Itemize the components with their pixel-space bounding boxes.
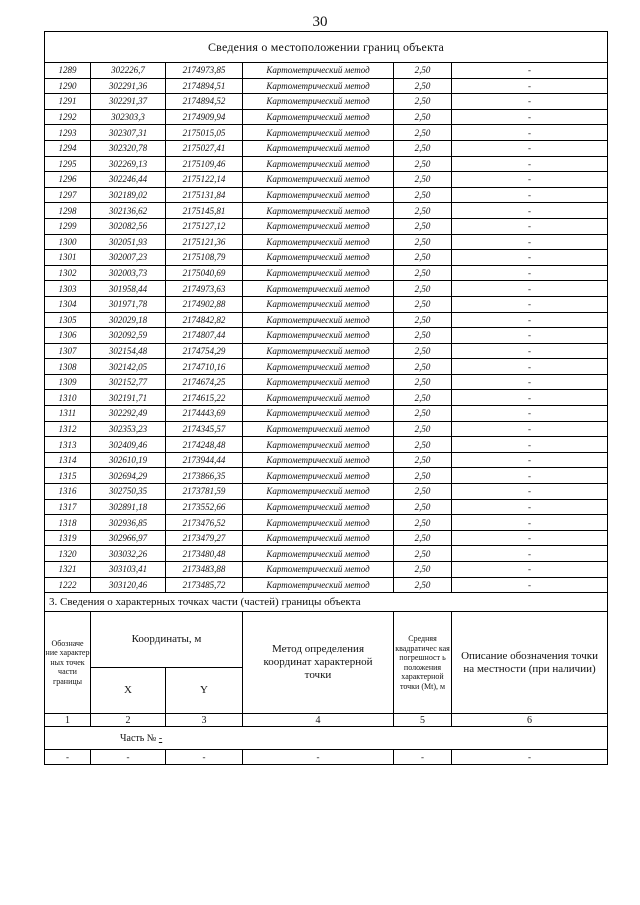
point-number-cell: 1307 <box>45 343 91 359</box>
x-coordinate-cell: 302292,49 <box>91 406 166 422</box>
point-number-cell: 1222 <box>45 577 91 593</box>
precision-cell: 2,50 <box>394 328 452 344</box>
precision-cell: 2,50 <box>394 484 452 500</box>
y-coordinate-cell: 2174754,29 <box>166 343 243 359</box>
section-title: Сведения о местоположении границ объекта <box>45 32 608 63</box>
description-cell: - <box>452 437 608 453</box>
description-cell: - <box>452 250 608 266</box>
x-coordinate-cell: 303120,46 <box>91 577 166 593</box>
point-number-cell: 1319 <box>45 530 91 546</box>
description-cell: - <box>452 390 608 406</box>
description-cell: - <box>452 359 608 375</box>
x-coordinate-cell: 302246,44 <box>91 172 166 188</box>
method-cell: Картометрический метод <box>243 452 394 468</box>
point-number-cell: 1308 <box>45 359 91 375</box>
y-coordinate-cell: 2174674,25 <box>166 374 243 390</box>
y-coordinate-cell: 2173483,88 <box>166 562 243 578</box>
precision-cell: 2,50 <box>394 78 452 94</box>
precision-cell: 2,50 <box>394 468 452 484</box>
x-coordinate-cell: 302003,73 <box>91 265 166 281</box>
method-cell: Картометрический метод <box>243 374 394 390</box>
x-coordinate-cell: 302269,13 <box>91 156 166 172</box>
description-cell: - <box>452 452 608 468</box>
header-y: Y <box>166 668 243 714</box>
description-cell: - <box>452 296 608 312</box>
description-cell: - <box>452 234 608 250</box>
point-number-cell: 1312 <box>45 421 91 437</box>
y-coordinate-cell: 2173781,59 <box>166 484 243 500</box>
method-cell: Картометрический метод <box>243 140 394 156</box>
method-cell: Картометрический метод <box>243 359 394 375</box>
precision-cell: 2,50 <box>394 94 452 110</box>
precision-cell: 2,50 <box>394 187 452 203</box>
description-cell: - <box>452 328 608 344</box>
method-cell: Картометрический метод <box>243 468 394 484</box>
point-number-cell: 1292 <box>45 109 91 125</box>
x-coordinate-cell: 302051,93 <box>91 234 166 250</box>
y-coordinate-cell: 2173480,48 <box>166 546 243 562</box>
point-number-cell: 1318 <box>45 515 91 531</box>
y-coordinate-cell: 2174615,22 <box>166 390 243 406</box>
column-number: 6 <box>452 714 608 727</box>
point-number-cell: 1321 <box>45 562 91 578</box>
description-cell: - <box>452 156 608 172</box>
description-cell: - <box>452 281 608 297</box>
header-precision: Средняя квадратичес кая погрешност ь положения характерной точки (Mt), м <box>394 612 452 714</box>
y-coordinate-cell: 2175015,05 <box>166 125 243 141</box>
x-coordinate-cell: 302136,62 <box>91 203 166 219</box>
y-coordinate-cell: 2175127,12 <box>166 218 243 234</box>
description-cell: - <box>452 343 608 359</box>
method-cell: Картометрический метод <box>243 499 394 515</box>
point-number-cell: 1297 <box>45 187 91 203</box>
method-cell: Картометрический метод <box>243 484 394 500</box>
part-cell: - <box>166 750 243 765</box>
column-number: 2 <box>91 714 166 727</box>
method-cell: Картометрический метод <box>243 63 394 79</box>
y-coordinate-cell: 2175122,14 <box>166 172 243 188</box>
y-coordinate-cell: 2175040,69 <box>166 265 243 281</box>
description-cell: - <box>452 63 608 79</box>
y-coordinate-cell: 2173476,52 <box>166 515 243 531</box>
precision-cell: 2,50 <box>394 452 452 468</box>
x-coordinate-cell: 302291,37 <box>91 94 166 110</box>
page-number: 30 <box>312 14 328 30</box>
method-cell: Картометрический метод <box>243 421 394 437</box>
y-coordinate-cell: 2175027,41 <box>166 140 243 156</box>
precision-cell: 2,50 <box>394 63 452 79</box>
method-cell: Картометрический метод <box>243 530 394 546</box>
table-row <box>45 250 608 266</box>
y-coordinate-cell: 2173866,35 <box>166 468 243 484</box>
precision-cell: 2,50 <box>394 421 452 437</box>
x-coordinate-cell: 302291,36 <box>91 78 166 94</box>
description-cell: - <box>452 421 608 437</box>
precision-cell: 2,50 <box>394 203 452 219</box>
y-coordinate-cell: 2174345,57 <box>166 421 243 437</box>
document-sheet <box>44 31 607 765</box>
x-coordinate-cell: 302303,3 <box>91 109 166 125</box>
description-cell: - <box>452 546 608 562</box>
method-cell: Картометрический метод <box>243 109 394 125</box>
method-cell: Картометрический метод <box>243 203 394 219</box>
point-number-cell: 1290 <box>45 78 91 94</box>
column-numbers-row <box>45 714 608 727</box>
x-coordinate-cell: 302226,7 <box>91 63 166 79</box>
table-row <box>45 140 608 156</box>
point-number-cell: 1294 <box>45 140 91 156</box>
header-point-designation: Обозначе ние характер ных точек части границы <box>45 612 91 714</box>
table-row <box>45 296 608 312</box>
precision-cell: 2,50 <box>394 530 452 546</box>
method-cell: Картометрический метод <box>243 406 394 422</box>
header-x: X <box>91 668 166 714</box>
table-row <box>45 156 608 172</box>
method-cell: Картометрический метод <box>243 250 394 266</box>
point-number-cell: 1299 <box>45 218 91 234</box>
method-cell: Картометрический метод <box>243 577 394 593</box>
y-coordinate-cell: 2174894,51 <box>166 78 243 94</box>
precision-cell: 2,50 <box>394 140 452 156</box>
table-row <box>45 172 608 188</box>
point-number-cell: 1291 <box>45 94 91 110</box>
x-coordinate-cell: 302029,18 <box>91 312 166 328</box>
header-method: Метод определения координат характерной точки <box>243 612 394 714</box>
description-cell: - <box>452 562 608 578</box>
point-number-cell: 1306 <box>45 328 91 344</box>
point-number-cell: 1315 <box>45 468 91 484</box>
table-row <box>45 515 608 531</box>
table-row <box>45 499 608 515</box>
point-number-cell: 1316 <box>45 484 91 500</box>
part-cell: - <box>91 750 166 765</box>
x-coordinate-cell: 303032,26 <box>91 546 166 562</box>
table-row <box>45 203 608 219</box>
point-number-cell: 1295 <box>45 156 91 172</box>
method-cell: Картометрический метод <box>243 234 394 250</box>
point-number-cell: 1313 <box>45 437 91 453</box>
precision-cell: 2,50 <box>394 374 452 390</box>
point-number-cell: 1314 <box>45 452 91 468</box>
section3-table <box>44 593 608 765</box>
description-cell: - <box>452 374 608 390</box>
point-number-cell: 1309 <box>45 374 91 390</box>
precision-cell: 2,50 <box>394 125 452 141</box>
table-row <box>45 94 608 110</box>
section-title-row <box>45 32 608 63</box>
description-cell: - <box>452 484 608 500</box>
y-coordinate-cell: 2174909,94 <box>166 109 243 125</box>
table-row <box>45 78 608 94</box>
y-coordinate-cell: 2173485,72 <box>166 577 243 593</box>
y-coordinate-cell: 2173479,27 <box>166 530 243 546</box>
column-number: 4 <box>243 714 394 727</box>
point-number-cell: 1300 <box>45 234 91 250</box>
table-row <box>45 125 608 141</box>
part-row <box>45 727 608 750</box>
y-coordinate-cell: 2173552,66 <box>166 499 243 515</box>
precision-cell: 2,50 <box>394 343 452 359</box>
x-coordinate-cell: 302189,02 <box>91 187 166 203</box>
table-row <box>45 530 608 546</box>
method-cell: Картометрический метод <box>243 94 394 110</box>
table-row <box>45 109 608 125</box>
precision-cell: 2,50 <box>394 218 452 234</box>
point-number-cell: 1311 <box>45 406 91 422</box>
x-coordinate-cell: 302007,23 <box>91 250 166 266</box>
description-cell: - <box>452 406 608 422</box>
method-cell: Картометрический метод <box>243 343 394 359</box>
x-coordinate-cell: 302191,71 <box>91 390 166 406</box>
x-coordinate-cell: 302694,29 <box>91 468 166 484</box>
precision-cell: 2,50 <box>394 172 452 188</box>
method-cell: Картометрический метод <box>243 78 394 94</box>
x-coordinate-cell: 302154,48 <box>91 343 166 359</box>
point-number-cell: 1289 <box>45 63 91 79</box>
description-cell: - <box>452 78 608 94</box>
y-coordinate-cell: 2174902,88 <box>166 296 243 312</box>
x-coordinate-cell: 302307,31 <box>91 125 166 141</box>
column-number: 5 <box>394 714 452 727</box>
header-description: Описание обозначения точки на местности (при наличии) <box>452 612 608 714</box>
table-row <box>45 437 608 453</box>
table-row <box>45 577 608 593</box>
method-cell: Картометрический метод <box>243 296 394 312</box>
method-cell: Картометрический метод <box>243 172 394 188</box>
part-cell: - <box>452 750 608 765</box>
description-cell: - <box>452 125 608 141</box>
part-number: - <box>158 732 163 744</box>
table-row <box>45 452 608 468</box>
table-row <box>45 390 608 406</box>
x-coordinate-cell: 302092,59 <box>91 328 166 344</box>
table-row <box>45 265 608 281</box>
y-coordinate-cell: 2174443,69 <box>166 406 243 422</box>
description-cell: - <box>452 265 608 281</box>
method-cell: Картометрический метод <box>243 265 394 281</box>
table-row <box>45 468 608 484</box>
method-cell: Картометрический метод <box>243 328 394 344</box>
method-cell: Картометрический метод <box>243 515 394 531</box>
description-cell: - <box>452 218 608 234</box>
x-coordinate-cell: 302891,18 <box>91 499 166 515</box>
method-cell: Картометрический метод <box>243 187 394 203</box>
table-row <box>45 234 608 250</box>
part-data-row <box>45 750 608 765</box>
y-coordinate-cell: 2175121,36 <box>166 234 243 250</box>
part-label: Часть № <box>120 732 157 744</box>
point-number-cell: 1302 <box>45 265 91 281</box>
method-cell: Картометрический метод <box>243 437 394 453</box>
table-row <box>45 359 608 375</box>
method-cell: Картометрический метод <box>243 218 394 234</box>
y-coordinate-cell: 2174973,85 <box>166 63 243 79</box>
precision-cell: 2,50 <box>394 250 452 266</box>
y-coordinate-cell: 2175108,79 <box>166 250 243 266</box>
table-row <box>45 484 608 500</box>
precision-cell: 2,50 <box>394 234 452 250</box>
y-coordinate-cell: 2174973,63 <box>166 281 243 297</box>
y-coordinate-cell: 2175145,81 <box>166 203 243 219</box>
table-row <box>45 218 608 234</box>
table-row <box>45 343 608 359</box>
table-row <box>45 546 608 562</box>
precision-cell: 2,50 <box>394 281 452 297</box>
x-coordinate-cell: 302966,97 <box>91 530 166 546</box>
description-cell: - <box>452 515 608 531</box>
description-cell: - <box>452 187 608 203</box>
precision-cell: 2,50 <box>394 437 452 453</box>
table-row <box>45 63 608 79</box>
table-row <box>45 421 608 437</box>
point-number-cell: 1310 <box>45 390 91 406</box>
method-cell: Картометрический метод <box>243 562 394 578</box>
x-coordinate-cell: 302750,35 <box>91 484 166 500</box>
header-coordinates: Координаты, м <box>91 612 243 668</box>
y-coordinate-cell: 2175131,84 <box>166 187 243 203</box>
description-cell: - <box>452 499 608 515</box>
x-coordinate-cell: 302142,05 <box>91 359 166 375</box>
precision-cell: 2,50 <box>394 265 452 281</box>
x-coordinate-cell: 301958,44 <box>91 281 166 297</box>
point-number-cell: 1305 <box>45 312 91 328</box>
table-row <box>45 281 608 297</box>
x-coordinate-cell: 302353,23 <box>91 421 166 437</box>
y-coordinate-cell: 2175109,46 <box>166 156 243 172</box>
description-cell: - <box>452 203 608 219</box>
table-row <box>45 312 608 328</box>
table-row <box>45 374 608 390</box>
precision-cell: 2,50 <box>394 359 452 375</box>
description-cell: - <box>452 140 608 156</box>
x-coordinate-cell: 302409,46 <box>91 437 166 453</box>
method-cell: Картометрический метод <box>243 390 394 406</box>
point-number-cell: 1320 <box>45 546 91 562</box>
point-number-cell: 1296 <box>45 172 91 188</box>
boundary-table <box>44 31 608 593</box>
table-row <box>45 187 608 203</box>
x-coordinate-cell: 303103,41 <box>91 562 166 578</box>
point-number-cell: 1298 <box>45 203 91 219</box>
point-number-cell: 1301 <box>45 250 91 266</box>
precision-cell: 2,50 <box>394 577 452 593</box>
description-cell: - <box>452 94 608 110</box>
table-row <box>45 562 608 578</box>
y-coordinate-cell: 2173944,44 <box>166 452 243 468</box>
description-cell: - <box>452 312 608 328</box>
x-coordinate-cell: 302936,85 <box>91 515 166 531</box>
description-cell: - <box>452 109 608 125</box>
description-cell: - <box>452 577 608 593</box>
x-coordinate-cell: 301971,78 <box>91 296 166 312</box>
precision-cell: 2,50 <box>394 562 452 578</box>
precision-cell: 2,50 <box>394 109 452 125</box>
table-row <box>45 406 608 422</box>
column-number: 3 <box>166 714 243 727</box>
method-cell: Картометрический метод <box>243 156 394 172</box>
column-number: 1 <box>45 714 91 727</box>
y-coordinate-cell: 2174710,16 <box>166 359 243 375</box>
part-cell: - <box>243 750 394 765</box>
precision-cell: 2,50 <box>394 312 452 328</box>
precision-cell: 2,50 <box>394 515 452 531</box>
point-number-cell: 1303 <box>45 281 91 297</box>
part-label-cell <box>45 727 608 750</box>
point-number-cell: 1293 <box>45 125 91 141</box>
precision-cell: 2,50 <box>394 156 452 172</box>
point-number-cell: 1317 <box>45 499 91 515</box>
method-cell: Картометрический метод <box>243 125 394 141</box>
precision-cell: 2,50 <box>394 406 452 422</box>
table-row <box>45 328 608 344</box>
precision-cell: 2,50 <box>394 546 452 562</box>
method-cell: Картометрический метод <box>243 281 394 297</box>
part-cell: - <box>394 750 452 765</box>
description-cell: - <box>452 468 608 484</box>
method-cell: Картометрический метод <box>243 312 394 328</box>
precision-cell: 2,50 <box>394 390 452 406</box>
section3-title: 3. Сведения о характерных точках части (частей) границы объекта <box>45 593 608 612</box>
x-coordinate-cell: 302320,78 <box>91 140 166 156</box>
method-cell: Картометрический метод <box>243 546 394 562</box>
x-coordinate-cell: 302610,19 <box>91 452 166 468</box>
point-number-cell: 1304 <box>45 296 91 312</box>
x-coordinate-cell: 302082,56 <box>91 218 166 234</box>
y-coordinate-cell: 2174807,44 <box>166 328 243 344</box>
description-cell: - <box>452 172 608 188</box>
precision-cell: 2,50 <box>394 499 452 515</box>
description-cell: - <box>452 530 608 546</box>
y-coordinate-cell: 2174248,48 <box>166 437 243 453</box>
precision-cell: 2,50 <box>394 296 452 312</box>
y-coordinate-cell: 2174842,82 <box>166 312 243 328</box>
y-coordinate-cell: 2174894,52 <box>166 94 243 110</box>
x-coordinate-cell: 302152,77 <box>91 374 166 390</box>
part-cell: - <box>45 750 91 765</box>
